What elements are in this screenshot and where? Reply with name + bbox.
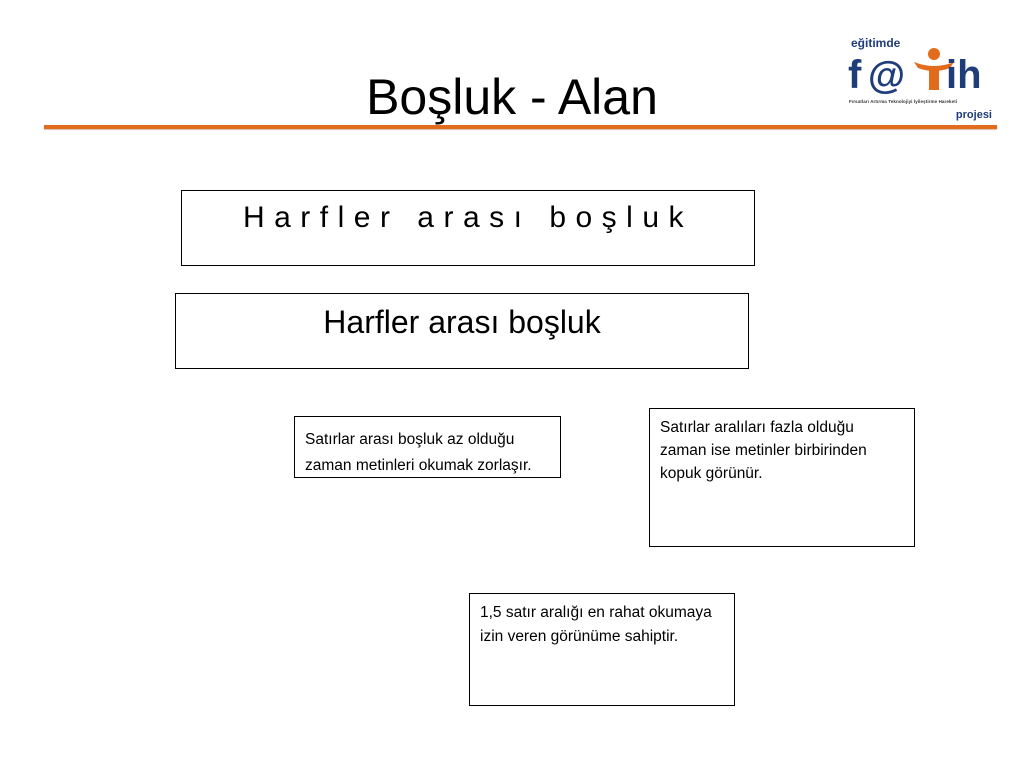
fatih-logo <box>846 34 998 126</box>
logo-wordmark <box>846 48 998 98</box>
wide-line-spacing-text: Satırlar aralıları fazla olduğu zaman ise metinler birbirinden kopuk görünür. <box>660 419 867 482</box>
logo-bottom-text: projesi <box>955 109 992 121</box>
tight-line-spacing-text: Satırlar arası boşluk az olduğu zaman metinleri okumak zorlaşır. <box>305 431 532 474</box>
slide-title: Boşluk - Alan <box>366 69 658 125</box>
spaced-letters-text: Harfler arası boşluk <box>242 201 694 234</box>
normal-letters-example <box>175 293 749 369</box>
svg-text:f: f <box>848 53 862 97</box>
svg-text:ih: ih <box>946 53 982 97</box>
logo-top-text: eğitimde <box>851 36 901 50</box>
one-and-half-spacing-note <box>469 593 735 706</box>
one-and-half-spacing-text: 1,5 satır aralığı en rahat okumaya izin veren görünüme sahiptir. <box>480 604 712 645</box>
normal-letters-text: Harfler arası boşluk <box>323 304 601 340</box>
spaced-letters-example <box>181 190 755 266</box>
wide-line-spacing-note <box>649 408 915 547</box>
svg-text:@: @ <box>868 55 906 97</box>
tight-line-spacing-note <box>294 416 561 478</box>
title-underline <box>44 125 997 129</box>
logo-tagline: Fırsatları Artırma Teknolojiyi İyileştirme Hareketi <box>849 99 958 104</box>
